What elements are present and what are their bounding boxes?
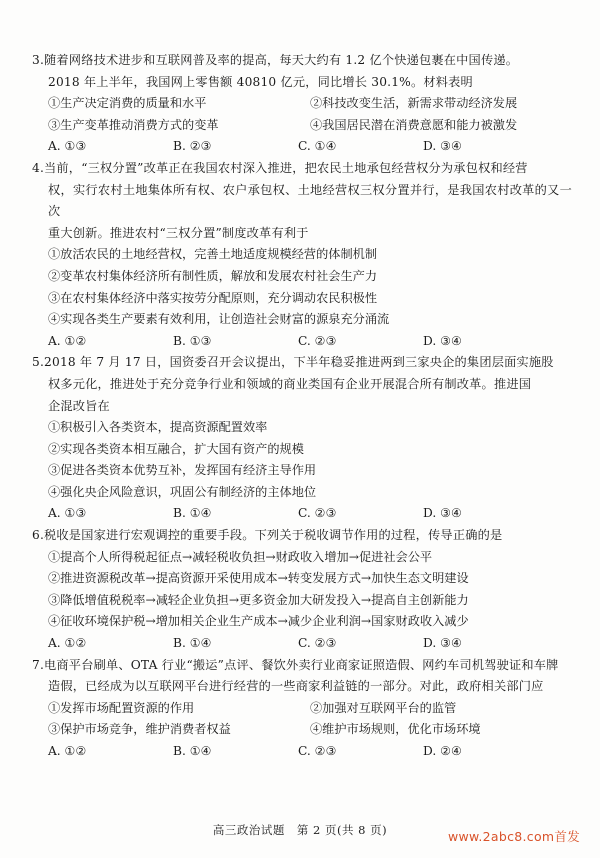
- statement-option: ②科技改变生活，新需求带动经济发展: [310, 96, 518, 111]
- question-stem-line: 重大创新。推进农村“三权分置”制度改革有利于: [48, 225, 309, 240]
- answer-choice-c: C. ②③: [298, 506, 337, 521]
- statement-option: ①放活农民的土地经营权，完善土地适度规模经营的体制机制: [48, 247, 378, 262]
- exam-content: [32, 50, 572, 763]
- answer-choice-b: B. ②③: [173, 139, 212, 154]
- statement-option: ③降低增值税税率→减轻企业负担→更多资金加大研发投入→提高自主创新能力: [48, 592, 469, 607]
- question-stem-line: 企混改旨在: [48, 398, 110, 413]
- answer-choice-c: C. ②③: [298, 744, 337, 758]
- answer-choice-a: A. ①②: [48, 744, 87, 758]
- statement-option: ②加强对互联网平台的监管: [310, 700, 457, 715]
- answer-choice-b: B. ①④: [173, 636, 212, 651]
- answer-choice-c: C. ①④: [298, 139, 337, 154]
- answer-choice-a: A. ①③: [48, 506, 87, 521]
- question-number: 7.: [32, 657, 45, 672]
- answer-choice-b: B. ①④: [173, 506, 212, 521]
- answer-choice-d: D. ③④: [423, 139, 462, 154]
- question-number: 3.: [32, 53, 45, 67]
- statement-option: ①生产决定消费的质量和水平: [48, 96, 207, 111]
- question-stem-line: 权多元化，推进处于充分竞争行业和领域的商业类国有企业开展混合所有制改革。推进国: [48, 376, 532, 391]
- answer-choice-c: C. ②③: [298, 636, 337, 651]
- statement-option: ③生产变革推动消费方式的变革: [48, 117, 219, 132]
- statement-option: ④我国居民潜在消费意愿和能力被激发: [310, 117, 518, 132]
- statement-option: ④征收环境保护税→增加相关企业生产成本→减少企业利润→国家财政收入减少: [48, 614, 469, 629]
- question-5: [32, 352, 572, 525]
- statement-option: ④强化央企风险意识，巩固公有制经济的主体地位: [48, 484, 317, 499]
- question-stem-line: 权，实行农村土地集体所有权、农户承包权、土地经营权三权分置并行，是我国农村改革的又一次: [48, 182, 572, 219]
- statement-option: ②实现各类资本相互融合，扩大国有资产的规模: [48, 441, 304, 456]
- answer-choices: [32, 331, 572, 353]
- question-number: 5.: [32, 355, 45, 370]
- answer-choice-a: A. ①②: [48, 636, 87, 651]
- question-7: [32, 655, 572, 763]
- answer-choice-b: B. ①④: [173, 744, 212, 758]
- question-number: 4.: [32, 160, 45, 175]
- statement-option: ①发挥市场配置资源的作用: [48, 700, 195, 715]
- statement-option: ③促进各类资本优势互补，发挥国有经济主导作用: [48, 463, 317, 478]
- question-6: [32, 525, 572, 655]
- option-row: [32, 698, 572, 720]
- answer-choice-c: C. ②③: [298, 333, 337, 348]
- answer-choices: [32, 136, 572, 158]
- page-footer: 高三政治试题 第 2 页(共 8 页): [212, 823, 388, 837]
- statement-option: ④维护市场规则，优化市场环境: [310, 722, 481, 737]
- answer-choices: [32, 633, 572, 655]
- question-stem-line: 造假，已经成为以互联网平台进行经营的一些商家利益链的一部分。对此，政府相关部门应: [48, 679, 544, 694]
- answer-choices: [32, 741, 572, 763]
- question-3: [32, 50, 572, 158]
- answer-choice-d: D. ③④: [423, 506, 462, 521]
- question-stem-line: 5.2018 年 7 月 17 日，国资委召开会议提出，下半年稳妥推进两到三家央企的集团层面实施股: [32, 355, 554, 370]
- option-row: [32, 115, 572, 137]
- option-row: [32, 719, 572, 741]
- statement-option: ②变革农村集体经济所有制性质，解放和发展农村社会生产力: [48, 268, 378, 283]
- answer-choice-a: A. ①②: [48, 333, 87, 348]
- statement-option: ③在农村集体经济中落实按劳分配原则，充分调动农民积极性: [48, 290, 378, 305]
- answer-choice-d: D. ③④: [423, 636, 462, 651]
- question-stem-line: 3.随着网络技术进步和互联网普及率的提高，每天大约有 1.2 亿个快递包裹在中国传递。: [32, 53, 519, 67]
- question-4: [32, 158, 572, 352]
- question-stem-line: 4.当前，“三权分置”改革正在我国农村深入推进，把农民土地承包经营权分为承包权和经营: [32, 160, 528, 175]
- statement-option: ③保护市场竞争，维护消费者权益: [48, 722, 231, 737]
- question-number: 6.: [32, 528, 45, 543]
- question-stem-line: 7.电商平台刷单、OTA 行业“搬运”点评、餐饮外卖行业商家证照造假、网约车司机驾驶证和车牌: [32, 657, 559, 672]
- statement-option: ④实现各类生产要素有效利用，让创造社会财富的源泉充分涌流: [48, 312, 390, 327]
- answer-choices: [32, 503, 572, 525]
- answer-choice-b: B. ①③: [173, 333, 212, 348]
- site-watermark: www.2abc8.com首发: [447, 829, 580, 844]
- statement-option: ①积极引入各类资本，提高资源配置效率: [48, 420, 268, 435]
- answer-choice-d: D. ②④: [423, 744, 462, 758]
- option-row: [32, 93, 572, 115]
- statement-option: ②推进资源税改革→提高资源开采使用成本→转变发展方式→加快生态文明建设: [48, 571, 469, 586]
- question-stem-line: 2018 年上半年，我国网上零售额 40810 亿元，同比增长 30.1%。材料表明: [48, 74, 473, 89]
- statement-option: ①提高个人所得税起征点→减轻税收负担→财政收入增加→促进社会公平: [48, 549, 433, 564]
- answer-choice-d: D. ③④: [423, 333, 462, 348]
- answer-choice-a: A. ①③: [48, 139, 87, 154]
- question-stem-line: 6.税收是国家进行宏观调控的重要手段。下列关于税收调节作用的过程，传导正确的是: [32, 528, 503, 543]
